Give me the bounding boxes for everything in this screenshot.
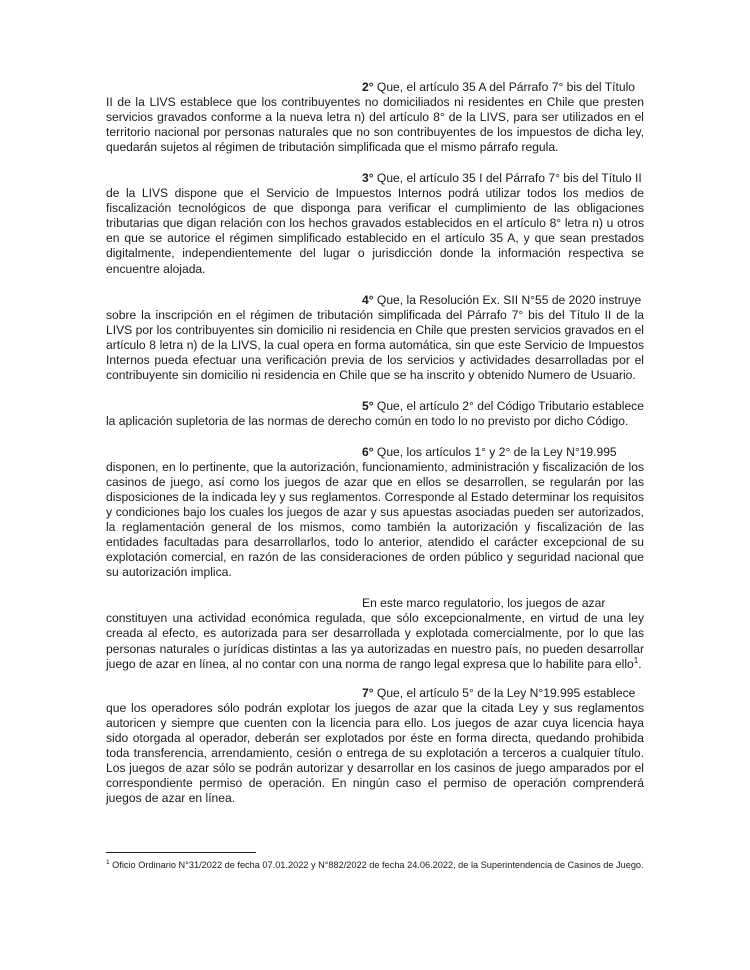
paragraph-lead: 4° Que, la Resolución Ex. SII N°55 de 2020 instruye (362, 292, 642, 307)
paragraph-3 (106, 171, 644, 276)
paragraph-number: 5° (362, 398, 374, 413)
footnote (106, 859, 651, 872)
paragraph-6-continued: En este marco regulatorio, los juegos de azar constituyen una actividad económica regulada, que sólo excepcionalmente, en virtud de una ley creada al efecto, es autorizada para ser desarrollada y explotada comercialmente, por lo que las personas naturales o jurídicas distintas a las ya autorizadas en nuestro país, no pueden desarrollar juego de azar en línea, al no contar con una norma de rango legal expresa que lo habilite para ello$^1$. (106, 596, 644, 671)
footnote-number: 1 (106, 858, 110, 866)
paragraph-text: constituyen una actividad económica regulada, que sólo excepcionalmente, en virtud de una ley creada al efecto, es autorizada para ser desarrollada y explotada comercialmente, por lo que las personas naturales o jurídicas distintas a las ya autorizadas en nuestro país, no pueden desarrollar juego de azar en línea, al no contar con una norma de rango legal expresa que lo habilite para ello (106, 611, 644, 671)
paragraph-lead: 3° Que, el artículo 35 I del Párrafo 7° bis del Título II (362, 171, 642, 186)
document-body (106, 80, 644, 822)
paragraph-6 (106, 445, 644, 580)
footnote-text: Oficio Ordinario N°31/2022 de fecha 07.01.2022 y N°882/2022 de fecha 24.06.2022, de la Superintendencia de Casinos de Juego. (109, 860, 644, 870)
paragraph-2 (106, 80, 644, 155)
paragraph-text: la aplicación supletoria de las normas de derecho común en todo lo no previsto por dicho Código. (106, 413, 629, 428)
paragraph-lead: En este marco regulatorio, los juegos de azar (362, 596, 606, 611)
paragraph-number: 4° (362, 292, 374, 307)
paragraph-number: 3° (362, 171, 374, 186)
paragraph-lead: 7° Que, el artículo 5° de la Ley N°19.995 establece (362, 685, 636, 700)
paragraph-text: que los operadores sólo podrán explotar los juegos de azar que la citada Ley y sus reglamentos autoricen y siempre que cuenten con la licencia para ello. Los juegos de azar cuya licencia haya sido otorgada al operador, deberán ser explotados por éste en forma directa, quedando prohibida toda transferencia, arrendamiento, cesión o entrega de su explotación a terceros a cualquier título. Los juegos de azar sólo se podrán autorizar y desarrollar en los casinos de juego amparados por el correspondiente permiso de operación. En ningún caso el permiso de operación comprenderá juegos de azar en línea. (106, 700, 644, 805)
paragraph-text: sobre la inscripción en el régimen de tributación simplificada del Párrafo 7° bis del Título II de la LIVS por los contribuyentes sin domicilio ni residencia en Chile que presten servicios gravados en el artículo 8 letra n) de la LIVS, la cual opera en forma automática, sin que este Servicio de Impuestos Internos pueda efectuar una verificación previa de los servicios y actividades desarrolladas por el contribuyente sin domicilio ni residencia en Chile que se ha inscrito y obtenido Numero de Usuario. (106, 307, 644, 382)
paragraph-4 (106, 293, 644, 383)
footnote-reference[interactable]: 1 (633, 655, 639, 665)
paragraph-lead: 5° Que, el artículo 2° del Código Tributario establece (362, 398, 644, 413)
paragraph-number: 6° (362, 444, 374, 459)
paragraph-7 (106, 686, 644, 806)
paragraph-5 (106, 399, 644, 429)
paragraph-text: II de la LIVS establece que los contribuyentes no domiciliados ni residentes en Chile que presten servicios gravados conforme a la nueva letra n) del artículo 8° de la LIVS, para ser utilizados en el territorio nacional por personas naturales que no son contribuyentes de los impuestos de dicha ley, quedarán sujetos al régimen de tributación simplificada que el mismo párrafo regula. (106, 95, 644, 155)
paragraph-text: de la LIVS dispone que el Servicio de Impuestos Internos podrá utilizar todos los medios de fiscalización tecnológicos de que disponga para verificar el cumplimiento de las obligaciones tributarias que digan relación con los hechos gravados establecidos en el artículo 8° letra n) u otros en que se autorice el régimen simplificado establecido en el artículo 35 A, y que sean prestados digitalmente, independientemente del lugar o jurisdicción donde la información respectiva se encuentre alojada. (106, 186, 644, 276)
paragraph-number: 7° (362, 685, 374, 700)
paragraph-lead: 2° Que, el artículo 35 A del Párrafo 7° bis del Título (362, 80, 635, 94)
paragraph-number: 2° (362, 80, 374, 94)
paragraph-lead: 6° Que, los artículos 1° y 2° de la Ley N°19.995 (362, 444, 617, 459)
paragraph-text: disponen, en lo pertinente, que la autorización, funcionamiento, administración y fiscalización de los casinos de juego, así como los juegos de azar que en ellos se desarrollen, se regularán por las disposiciones de la indicada ley y sus reglamentos. Corresponde al Estado determinar los requisitos y condiciones bajo los cuales los juegos de azar y sus apuestas asociadas pueden ser autorizados, la reglamentación general de los mismos, como también la autorización y fiscalización de las entidades facultadas para desarrollarlos, todo lo anterior, atendido el carácter excepcional de su explotación comercial, en razón de las consideraciones de orden público y seguridad nacional que su autorización implica. (106, 459, 644, 580)
footnote-divider (106, 852, 256, 853)
